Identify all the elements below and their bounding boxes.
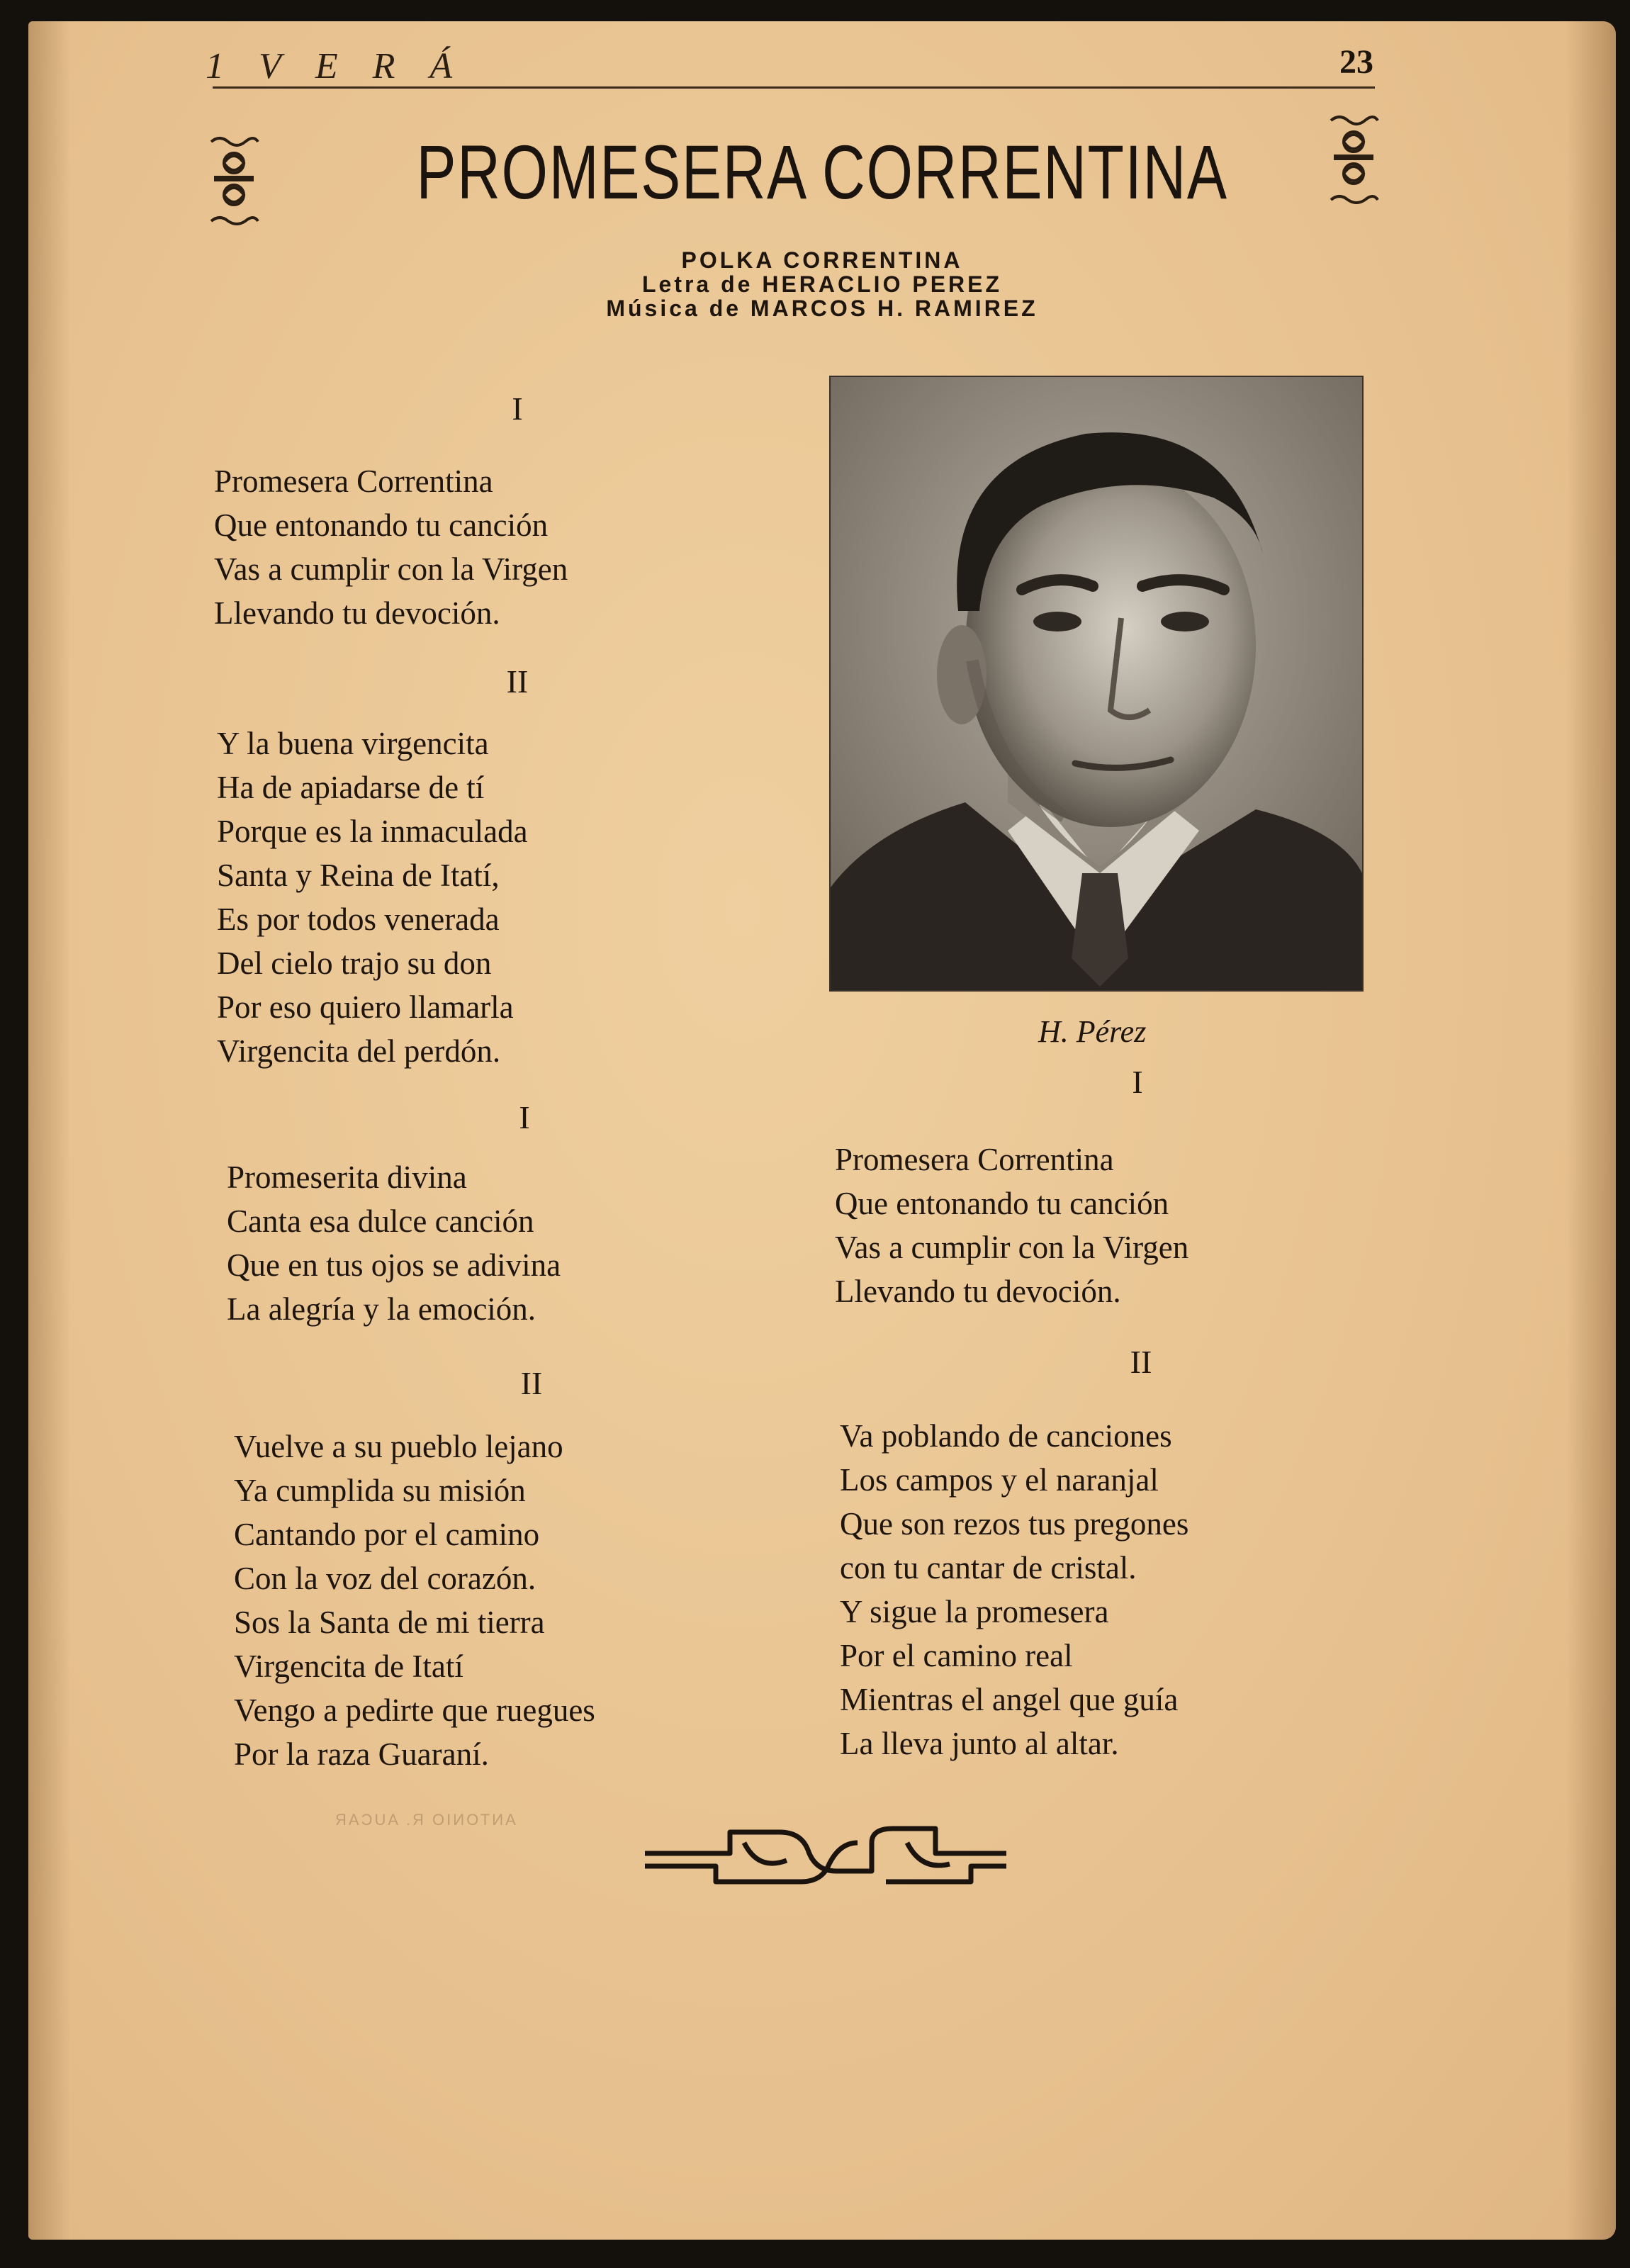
verse-line: Que entonando tu canción	[214, 507, 549, 543]
verse-line: Por la raza Guaraní.	[234, 1736, 489, 1772]
verse-line: Sos la Santa de mi tierra	[234, 1605, 545, 1640]
stanza	[234, 1425, 595, 1776]
photo-caption: H. Pérez	[1038, 1014, 1147, 1049]
verse-line: Porque es la inmaculada	[217, 814, 528, 849]
bleed-through-text: ANTONIO R. AUCAR	[333, 1811, 516, 1829]
verse-line: Canta esa dulce canción	[227, 1203, 534, 1239]
verse-line: Y sigue la promesera	[840, 1594, 1109, 1629]
credits-lyrics: Letra de HERACLIO PEREZ	[641, 271, 1003, 297]
page-number: 23	[1339, 43, 1373, 81]
verse-line: Vuelve a su pueblo lejano	[234, 1429, 563, 1464]
verse-line: Que son rezos tus pregones	[840, 1506, 1189, 1542]
verse-line: Los campos y el naranjal	[840, 1462, 1159, 1498]
verse-line: Promesera Correntina	[835, 1142, 1114, 1177]
verse-line: Es por todos venerada	[217, 902, 500, 937]
credits-music: Música de MARCOS H. RAMIREZ	[606, 296, 1038, 321]
verse-line: Llevando tu devoción.	[214, 595, 500, 631]
verse-line: Que en tus ojos se adivina	[227, 1247, 561, 1283]
verse-line: Ya cumplida su misión	[234, 1473, 526, 1508]
verse-line: Promeserita divina	[227, 1160, 467, 1195]
stanza-number: II	[520, 1365, 543, 1401]
portrait-image	[831, 377, 1362, 990]
magazine-page	[28, 21, 1616, 2240]
credits-genre: POLKA CORRENTINA	[681, 247, 963, 273]
stanza	[227, 1155, 561, 1331]
verse-line: Vas a cumplir con la Virgen	[214, 551, 568, 587]
verse-line: Va poblando de canciones	[840, 1418, 1172, 1454]
verse-line: La lleva junto al altar.	[840, 1726, 1119, 1761]
song-title: PROMESERA CORRENTINA	[416, 129, 1228, 215]
verse-line: Vengo a pedirte que ruegues	[234, 1692, 595, 1728]
verse-line: Del cielo trajo su don	[217, 945, 492, 981]
stanza-number: I	[1132, 1064, 1143, 1100]
ornament-bottom-icon	[638, 1811, 1013, 1896]
verse-line: Promesera Correntina	[214, 464, 493, 499]
verse-line: Virgencita de Itatí	[234, 1649, 463, 1684]
verse-line: Con la voz del corazón.	[234, 1561, 536, 1596]
verse-line: con tu cantar de cristal.	[840, 1550, 1137, 1585]
stanza-number: II	[506, 663, 529, 700]
verse-line: Por el camino real	[840, 1638, 1073, 1673]
verse-line: Santa y Reina de Itatí,	[217, 858, 500, 893]
stanza	[840, 1414, 1188, 1765]
stanza-number: II	[1130, 1344, 1152, 1380]
stanza	[835, 1138, 1188, 1313]
stanza-number: I	[519, 1099, 530, 1135]
verse-line: Vas a cumplir con la Virgen	[835, 1230, 1189, 1265]
verse-line: Virgencita del perdón.	[217, 1033, 501, 1069]
stanza	[214, 459, 568, 635]
portrait-photo	[829, 376, 1364, 992]
stanza	[217, 722, 528, 1073]
verse-line: Por eso quiero llamarla	[217, 989, 514, 1025]
verse-line: Que entonando tu canción	[835, 1186, 1169, 1221]
verse-line: Y la buena virgencita	[217, 726, 489, 761]
verse-line: Mientras el angel que guía	[840, 1682, 1179, 1717]
magazine-name: 1 V E R Á	[206, 46, 466, 86]
verse-line: La alegría y la emoción.	[227, 1291, 536, 1327]
header-rule	[213, 86, 1375, 89]
verse-line: Llevando tu devoción.	[835, 1274, 1121, 1309]
verse-line: Ha de apiadarse de tí	[217, 770, 485, 805]
stanza-number: I	[512, 391, 523, 427]
song-credits	[28, 248, 1616, 320]
verse-line: Cantando por el camino	[234, 1517, 540, 1552]
